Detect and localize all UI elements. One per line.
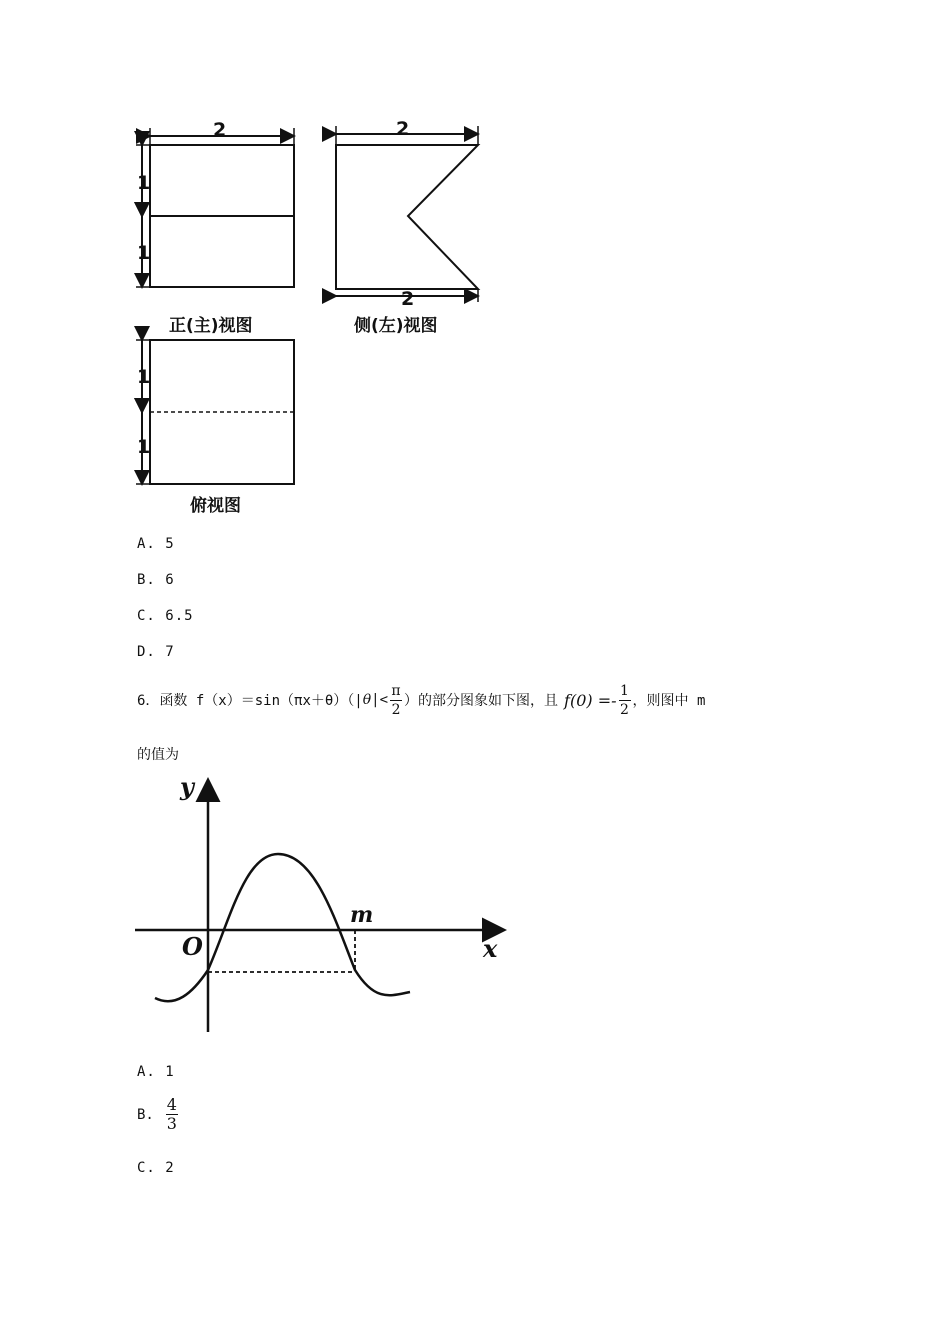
stem-part-a: 函数 f（x）＝sin（πx＋θ）（| [159, 693, 363, 709]
side-view [336, 126, 478, 302]
sine-graph [130, 770, 520, 1040]
option-value: 5 [165, 536, 175, 552]
sine-graph-drawing [130, 770, 520, 1040]
option-value: 6 [165, 572, 175, 588]
front-view [136, 128, 294, 287]
option-value: 1 [165, 1064, 175, 1080]
q5-option-c [137, 608, 194, 624]
y-axis-label: y [180, 772, 194, 801]
option-letter: A. [137, 1064, 156, 1080]
top-left-dimension-lower: 1 [137, 436, 151, 458]
q6-option-a [137, 1064, 175, 1080]
pi-over-two-fraction [390, 682, 402, 719]
front-view-label: 正(主)视图 [169, 316, 253, 336]
stem-part-d: ，则图中 m [632, 693, 706, 709]
q6-option-c [137, 1160, 175, 1176]
origin-label: O [182, 932, 203, 961]
fraction-denominator: 3 [166, 1114, 177, 1133]
option-letter: B. [137, 1106, 154, 1123]
theta-symbol: θ [362, 692, 372, 708]
option-letter: C. [137, 608, 156, 624]
fraction-numerator: π [391, 682, 401, 699]
fraction-denominator: 2 [620, 701, 629, 718]
q6-option-b [137, 1096, 180, 1133]
option-value: 2 [165, 1160, 175, 1176]
option-letter: C. [137, 1160, 156, 1176]
q5-option-d [137, 644, 175, 660]
fraction-denominator: 2 [391, 701, 401, 718]
option-value: 6.5 [165, 608, 194, 624]
top-view [136, 340, 294, 484]
question-number: 6． [137, 693, 160, 709]
three-views-figure [128, 118, 508, 518]
fraction-numerator: 4 [166, 1095, 177, 1114]
front-left-dimension-lower: 1 [137, 242, 151, 264]
top-view-label: 俯视图 [190, 496, 241, 516]
four-thirds-fraction [166, 1096, 178, 1133]
front-left-dimension-upper: 1 [137, 172, 151, 194]
option-letter: D. [137, 644, 156, 660]
option-letter: A. [137, 536, 156, 552]
question-6-stem-line2: 的值为 [137, 747, 179, 763]
f-zero-expression: f(0) =- [564, 690, 617, 710]
side-top-dimension: 2 [396, 118, 410, 140]
option-value: 7 [165, 644, 175, 660]
option-letter: B. [137, 572, 156, 588]
q5-option-a [137, 536, 175, 552]
x-axis-label: x [483, 934, 498, 963]
front-top-dimension: 2 [213, 119, 227, 141]
side-bottom-dimension: 2 [401, 288, 415, 310]
stem-part-c: ）的部分图象如下图，且 [404, 693, 559, 709]
stem-part-b: |< [371, 692, 389, 708]
one-half-fraction [619, 682, 631, 719]
fraction-numerator: 1 [620, 682, 629, 699]
side-view-label: 侧(左)视图 [354, 316, 438, 336]
top-left-dimension-upper: 1 [137, 366, 151, 388]
m-label: m [350, 902, 374, 928]
q5-option-b [137, 572, 175, 588]
question-6-stem [137, 676, 837, 724]
